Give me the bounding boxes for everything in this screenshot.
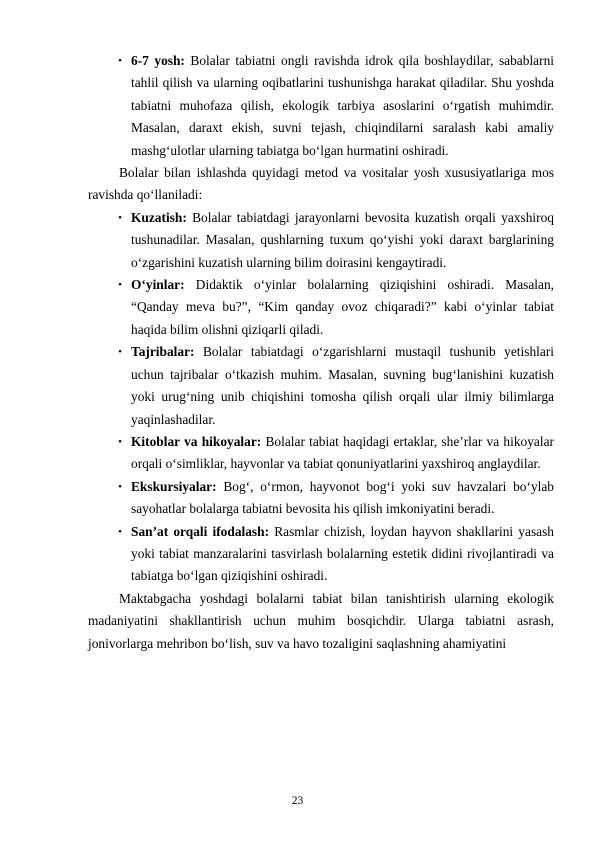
item-text: Bog‘, o‘rmon, hayvonot bog‘i yoki suv havzalari bo‘ylab sayohatlar bolalarga tabiatni bevosita his qilish imkoniyatini beradi. (131, 478, 554, 517)
list-item-ekskursiyalar (88, 476, 554, 521)
list-item-kuzatish (88, 207, 554, 274)
item-heading: Ekskursiyalar: (131, 478, 217, 494)
bullet-icon: • (118, 211, 122, 224)
list-item-tajribalar (88, 341, 554, 431)
item-heading: San’at orqali ifodalash: (131, 523, 270, 539)
item-text: Didaktik o‘yinlar bolalarning qiziqishini oshiradi. Masalan, “Qanday meva bu?”, “Kim qanday ovoz chiqaradi?” kabi o‘yinlar tabiat haqida bilim olishni qiziqarli qiladi. (131, 277, 554, 337)
bullet-icon: • (118, 525, 122, 538)
item-text: Bolalar tabiat haqidagi ertaklar, she’rlar va hikoyalar orqali o‘simliklar, hayvonlar va tabiat qonuniyatlarini yaxshiroq anglaydilar. (131, 433, 554, 472)
bullet-icon: • (118, 55, 122, 67)
item-heading: Kuzatish: (131, 209, 187, 225)
bullet-icon: • (118, 279, 122, 292)
item-text: Bolalar tabiatdagi jarayonlarni bevosita kuzatish orqali yaxshiroq tushunadilar. Masalan, qushlarning tuxum qo‘yishi yoki daraxt barglarining o‘zgarishini kuzatish ularning bilim doirasini kengaytiradi. (131, 209, 554, 270)
item-heading: 6-7 yosh: (131, 53, 185, 68)
bullet-icon: • (118, 435, 122, 448)
item-text: Bolalar tabiatni ongli ravishda idrok qila boshlaydilar, sabablarni tahlil qilish va ularning oqibatlarini tushunishga harakat qiladilar. Shu yoshda tabiatni muhofaza qilish, ekologik tarbiya asoslarini o‘rgatish muhimdir. Masalan, daraxt ekish, suvni tejash, chiqindilarni saralash kabi amaliy mashg‘ulotlar ularning tabiatga bo‘lgan hurmatini oshiradi. (131, 53, 554, 158)
item-heading: O‘yinlar: (131, 277, 185, 293)
page-body (88, 50, 554, 655)
list-item-oyinlar (88, 274, 554, 341)
item-heading: Kitoblar va hikoyalar: (131, 433, 262, 449)
bullet-icon: • (118, 346, 122, 359)
intro-paragraph: Bolalar bilan ishlashda quyidagi metod va vositalar yosh xususiyatlariga mos ravishda qo‘llaniladi: (88, 165, 554, 203)
item-heading: Tajribalar: (131, 344, 195, 360)
item-text: Rasmlar chizish, loydan hayvon shakllarini yasash yoki tabiat manzaralarini tasvirlash bolalarning estetik didini rivojlantiradi va tabiatga bo‘lgan qiziqishini oshiradi. (131, 523, 555, 584)
page-number: 23 (291, 795, 304, 807)
list-item-sanat (88, 521, 554, 588)
bullet-icon: • (118, 480, 122, 493)
list-item-age-6-7 (88, 50, 554, 162)
item-text: Bolalar tabiatdagi o‘zgarishlarni mustaqil tushunib yetishlari uchun tajribalar o‘tkazish muhim. Masalan, suvning bug‘lanishini kuzatish yoki urug‘ning unib chiqishini tomosha qilish orqali ular ilmiy bilimlarga yaqinlashadilar. (131, 344, 554, 427)
closing-paragraph: Maktabgacha yoshdagi bolalarni tabiat bilan tanishtirish ularning ekologik madaniyatini shakllantirish uchun muhim bosqichdir. Ularga tabiatni asrash, jonivorlarga mehribon bo‘lish, suv va havo tozaligini saqlashning ahamiyatini (88, 590, 554, 651)
list-item-kitoblar (88, 431, 554, 476)
